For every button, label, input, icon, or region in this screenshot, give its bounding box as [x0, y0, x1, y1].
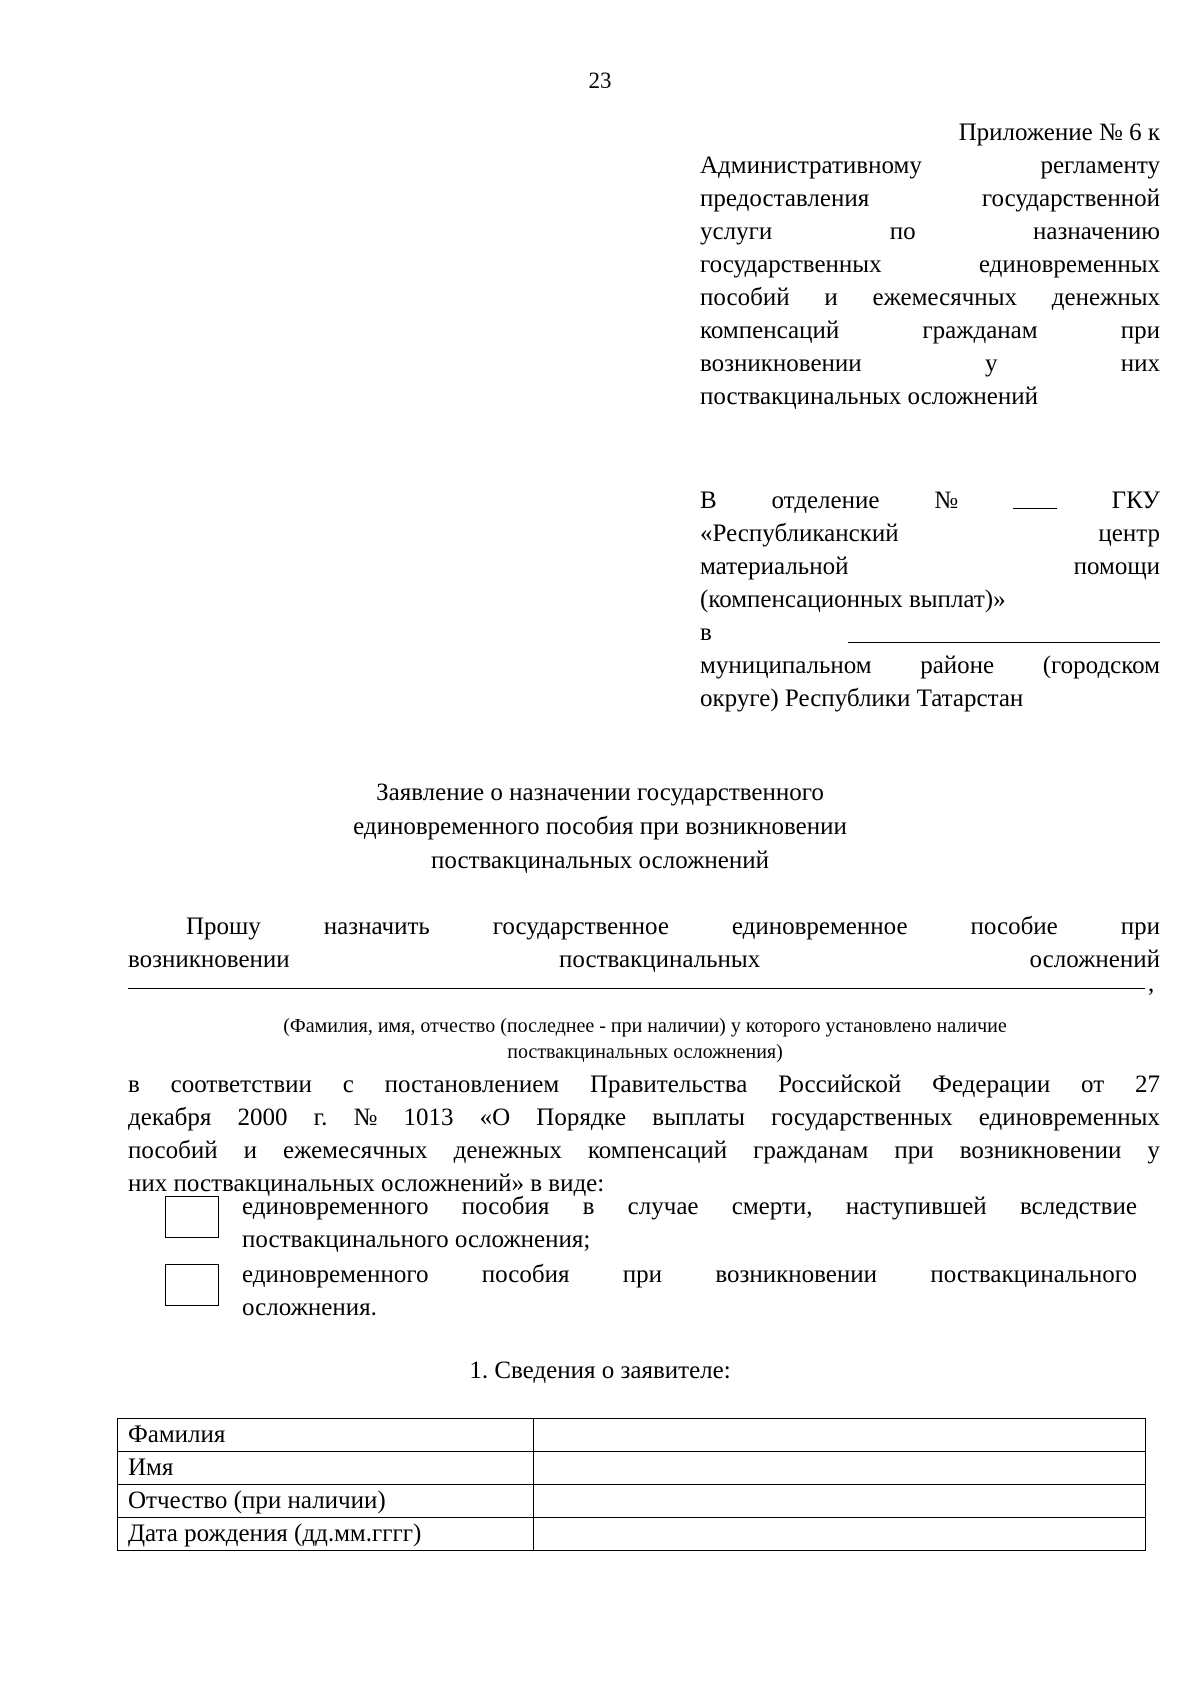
addressee-line [700, 649, 1160, 682]
paragraph-word: возникновении [959, 1137, 1122, 1164]
paragraph-word: пособий [128, 1137, 218, 1164]
annex-word: гражданам [922, 317, 1038, 344]
annex-word: и [824, 284, 838, 311]
field-label: Дата рождения (дд.мм.гггг) [118, 1518, 534, 1551]
addressee-word: «Республиканский [700, 520, 899, 547]
paragraph-word: гражданам [753, 1137, 869, 1164]
page-number: 23 [588, 68, 612, 93]
addressee-word: районе [920, 652, 995, 679]
title-line: поствакцинальных осложнений [431, 847, 769, 874]
addressee-word: отделение [771, 487, 880, 514]
option-line: поствакцинального осложнения; [242, 1226, 591, 1253]
annex-line [700, 347, 1160, 380]
complication-benefit-checkbox[interactable] [165, 1264, 219, 1306]
paragraph-word: «О [479, 1104, 511, 1131]
request-word: Прошу [186, 913, 261, 940]
paragraph-word: с [342, 1071, 354, 1098]
annex-word: регламенту [1040, 152, 1160, 179]
document-title [0, 776, 1200, 878]
annex-word: возникновении [700, 350, 862, 377]
paragraph-word: Правительства [589, 1071, 748, 1098]
paragraph-word: ежемесячных [283, 1137, 428, 1164]
option-line [242, 1190, 1137, 1223]
request-word: государственное [492, 913, 669, 940]
paragraph-word: 27 [1134, 1071, 1160, 1098]
paragraph-line: них поствакцинальных осложнений» в виде: [128, 1170, 605, 1197]
annex-word: предоставления [700, 185, 870, 212]
addressee-word: муниципальном [700, 652, 872, 679]
addressee-line [700, 616, 1160, 649]
title-line: Заявление о назначении государственного [376, 779, 824, 806]
option-word: единовременного [242, 1261, 429, 1288]
annex-line [700, 248, 1160, 281]
option-line: осложнения. [242, 1294, 377, 1321]
option-line [242, 1258, 1137, 1291]
addressee-word: материальной [700, 553, 849, 580]
birth-date-field[interactable] [534, 1518, 1146, 1551]
patronymic-field[interactable] [534, 1485, 1146, 1518]
annex-word: них [1120, 350, 1160, 377]
annex-header [700, 116, 1160, 413]
annex-line: Приложение № 6 к [958, 119, 1160, 146]
annex-word: государственной [981, 185, 1160, 212]
field-label: Отчество (при наличии) [118, 1485, 534, 1518]
caption-line: поствакцинальных осложнения) [507, 1041, 783, 1063]
paragraph-word: единовременных [978, 1104, 1160, 1131]
addressee-block [700, 484, 1160, 715]
request-word: единовременное [731, 913, 908, 940]
annex-line [700, 281, 1160, 314]
annex-word: по [889, 218, 916, 245]
paragraph-line [128, 1068, 1160, 1101]
paragraph-word: и [243, 1137, 257, 1164]
paragraph-line [128, 1101, 1160, 1134]
paragraph-word: г. [313, 1104, 328, 1131]
annex-word: государственных [700, 251, 882, 278]
paragraph-word: 2000 [237, 1104, 288, 1131]
annex-line: поствакцинальных осложнений [700, 383, 1038, 410]
paragraph-word: Порядке [536, 1104, 627, 1131]
addressee-word: помощи [1073, 553, 1160, 580]
request-word: назначить [323, 913, 430, 940]
annex-word: единовременных [978, 251, 1160, 278]
field-label: Имя [118, 1452, 534, 1485]
table-row [118, 1452, 1146, 1485]
paragraph-word: при [894, 1137, 934, 1164]
option-word: пособия [481, 1261, 570, 1288]
title-line: единовременного пособия при возникновении [353, 813, 847, 840]
addressee-line [700, 550, 1160, 583]
request-word: при [1120, 913, 1160, 940]
annex-line [700, 314, 1160, 347]
paragraph-word: постановлением [384, 1071, 560, 1098]
paragraph-word: выплаты [652, 1104, 745, 1131]
paragraph-word: у [1147, 1137, 1160, 1164]
addressee-word: ГКУ [1111, 487, 1160, 514]
request-text [128, 910, 1160, 976]
addressee-word: (городском [1042, 652, 1160, 679]
field-label: Фамилия [118, 1419, 534, 1452]
caption-line: (Фамилия, имя, отчество (последнее - при наличии) у которого установлено наличие [283, 1015, 1007, 1037]
complication-benefit-option [242, 1258, 1137, 1324]
person-name-blank[interactable] [128, 988, 1145, 989]
paragraph-word: государственных [771, 1104, 953, 1131]
addressee-line: округе) Республики Татарстан [700, 685, 1024, 712]
addressee-line [700, 484, 1160, 517]
paragraph-word: декабря [128, 1104, 212, 1131]
paragraph-line [128, 1134, 1160, 1167]
addressee-word: центр [1098, 520, 1160, 547]
municipality-blank[interactable] [848, 616, 1160, 643]
legal-basis-paragraph [128, 1068, 1160, 1200]
table-row [118, 1485, 1146, 1518]
annex-line [700, 182, 1160, 215]
request-word: пособие [970, 913, 1058, 940]
annex-word: при [1120, 317, 1160, 344]
surname-field[interactable] [534, 1419, 1146, 1452]
paragraph-word: Федерации [932, 1071, 1051, 1098]
annex-word: услуги [700, 218, 773, 245]
department-number-blank[interactable] [1013, 484, 1057, 509]
paragraph-word: компенсаций [587, 1137, 728, 1164]
addressee-line [700, 517, 1160, 550]
section-title: 1. Сведения о заявителе: [469, 1357, 731, 1384]
annex-line [700, 149, 1160, 182]
annex-line [700, 215, 1160, 248]
paragraph-word: в [128, 1071, 140, 1098]
annex-word: денежных [1051, 284, 1160, 311]
death-benefit-option [242, 1190, 1137, 1256]
request-word: поствакцинальных [558, 946, 761, 973]
option-word: смерти, [731, 1193, 813, 1220]
annex-word: у [984, 350, 998, 377]
option-word: поствакцинального [930, 1261, 1137, 1288]
table-row [118, 1518, 1146, 1551]
addressee-word: № [934, 487, 959, 514]
paragraph-word: Российской [778, 1071, 902, 1098]
death-benefit-checkbox[interactable] [165, 1196, 219, 1238]
option-word: вследствие [1019, 1193, 1137, 1220]
annex-word: назначению [1033, 218, 1160, 245]
annex-word: пособий [700, 284, 790, 311]
applicant-table [117, 1418, 1146, 1551]
option-word: случае [627, 1193, 699, 1220]
paragraph-word: № [353, 1104, 378, 1131]
annex-word: ежемесячных [872, 284, 1017, 311]
blank-comma: , [1148, 970, 1155, 997]
addressee-word: в [700, 619, 712, 646]
paragraph-word: денежных [453, 1137, 562, 1164]
addressee-line: (компенсационных выплат)» [700, 586, 1006, 613]
paragraph-word: 1013 [403, 1104, 454, 1131]
option-word: наступившей [845, 1193, 987, 1220]
table-row [118, 1419, 1146, 1452]
option-word: в [582, 1193, 595, 1220]
option-word: единовременного [242, 1193, 429, 1220]
annex-word: Административному [700, 152, 922, 179]
addressee-word: В [700, 487, 717, 514]
option-word: при [622, 1261, 663, 1288]
first-name-field[interactable] [534, 1452, 1146, 1485]
option-word: возникновении [715, 1261, 878, 1288]
request-line [128, 943, 1160, 976]
paragraph-word: соответствии [170, 1071, 312, 1098]
blank-caption [150, 1013, 1140, 1065]
request-line [128, 910, 1160, 943]
request-word: осложнений [1029, 946, 1160, 973]
request-word: возникновении [128, 946, 290, 973]
option-word: пособия [461, 1193, 550, 1220]
paragraph-word: от [1081, 1071, 1105, 1098]
annex-word: компенсаций [700, 317, 840, 344]
